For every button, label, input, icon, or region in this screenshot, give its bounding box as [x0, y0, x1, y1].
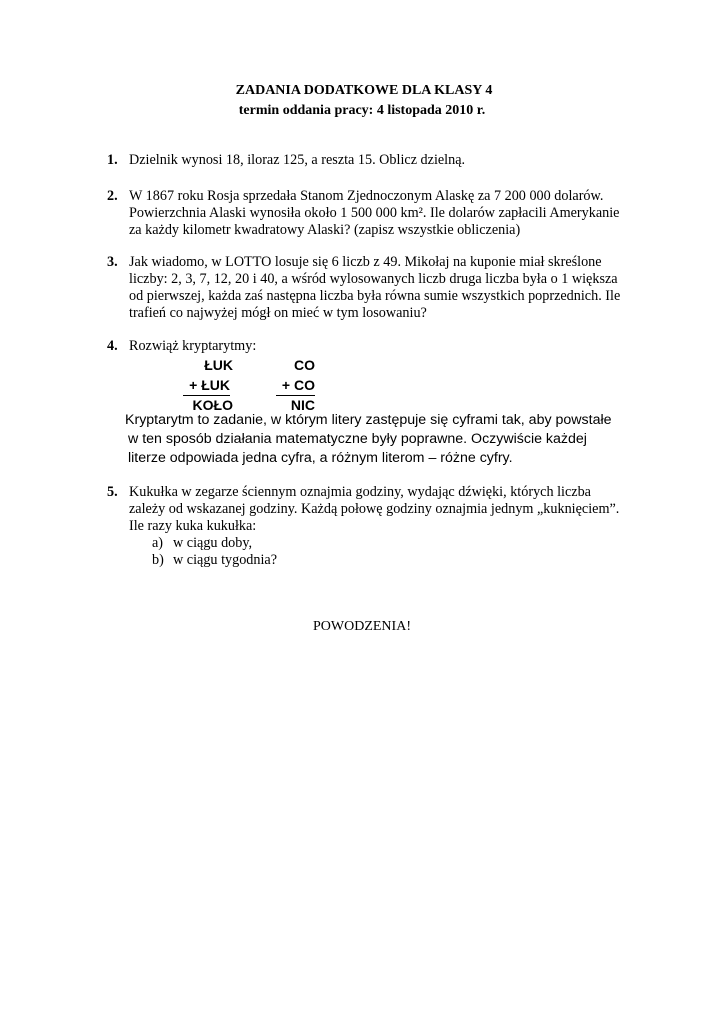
footer-message: POWODZENIA!: [313, 619, 411, 634]
task-line: liczby: 2, 3, 7, 12, 20 i 40, a wśród wylosowanych liczb druga liczba była o 1 większa: [129, 271, 618, 287]
task-line: trafień co najwyżej mógł on mieć w tym losowaniu?: [129, 305, 427, 321]
task-line: zależy od wskazanej godziny. Każdą połowę godziny oznajmia jednym „kuknięciem”.: [129, 501, 620, 517]
cryptarithm-top: ŁUK: [204, 357, 233, 373]
note-line: Kryptarytm to zadanie, w którym litery zastępuje się cyframi tak, aby powstałe: [125, 412, 612, 428]
task-number: 4.: [107, 338, 118, 354]
task-line: W 1867 roku Rosja sprzedała Stanom Zjednoczonym Alaskę za 7 200 000 dolarów.: [129, 188, 604, 204]
cryptarithm-underline: [276, 395, 315, 396]
subitem-b: [152, 552, 278, 569]
task-line: od pierwszej, każda zaś następna liczba była równa sumie wszystkich poprzednich. Ile: [129, 288, 621, 304]
cryptarithm-result: KOŁO: [192, 397, 233, 413]
document-title: ZADANIA DODATKOWE DLA KLASY 4: [235, 83, 493, 98]
subitem-label: a): [152, 535, 164, 551]
subitem-label: b): [152, 552, 164, 568]
task-line: Powierzchnia Alaski wynosiła około 1 500 000 km². Ile dolarów zapłacili Amerykanie: [129, 205, 620, 221]
task-text: [129, 254, 620, 322]
cryptarithm-underline: [183, 395, 230, 396]
document-subtitle: termin oddania pracy: 4 listopada 2010 r.: [238, 103, 486, 118]
note-line: w ten sposób działania matematyczne były poprawne. Oczywiście każdej: [128, 431, 587, 447]
subitem-text: w ciągu doby,: [173, 535, 253, 551]
cryptarithm-middle: + ŁUK: [189, 377, 230, 393]
task-line: Jak wiadomo, w LOTTO losuje się 6 liczb z 49. Mikołaj na kuponie miał skreślone: [129, 254, 602, 270]
task-line: Kukułka w zegarze ściennym oznajmia godziny, wydając dźwięki, których liczba: [129, 484, 591, 500]
note-line: literze odpowiada jedna cyfra, a różnym literom – różne cyfry.: [128, 450, 513, 466]
task-number: 5.: [107, 484, 118, 500]
cryptarithm-top: CO: [294, 357, 315, 373]
cryptarithm-middle: + CO: [281, 377, 315, 393]
subitem-a: [152, 535, 253, 552]
task-text: [129, 188, 619, 239]
cryptarithm-definition: [125, 411, 612, 468]
task-text: [129, 484, 619, 535]
cryptarithm-result: NIC: [290, 397, 315, 413]
task-line: za każdy kilometr kwadratowy Alaski? (zapisz wszystkie obliczenia): [129, 222, 521, 238]
task-number: 1.: [107, 152, 118, 168]
task-number: 2.: [107, 188, 118, 204]
task-line: Rozwiąż kryptarytmy:: [129, 338, 257, 354]
task-line: Dzielnik wynosi 18, iloraz 125, a reszta 15. Oblicz dzielną.: [129, 152, 466, 168]
task-line: Ile razy kuka kukułka:: [129, 518, 257, 534]
task-text: [129, 152, 465, 169]
task-number: 3.: [107, 254, 118, 270]
subitem-text: w ciągu tygodnia?: [173, 552, 278, 568]
task-text: [129, 338, 256, 355]
